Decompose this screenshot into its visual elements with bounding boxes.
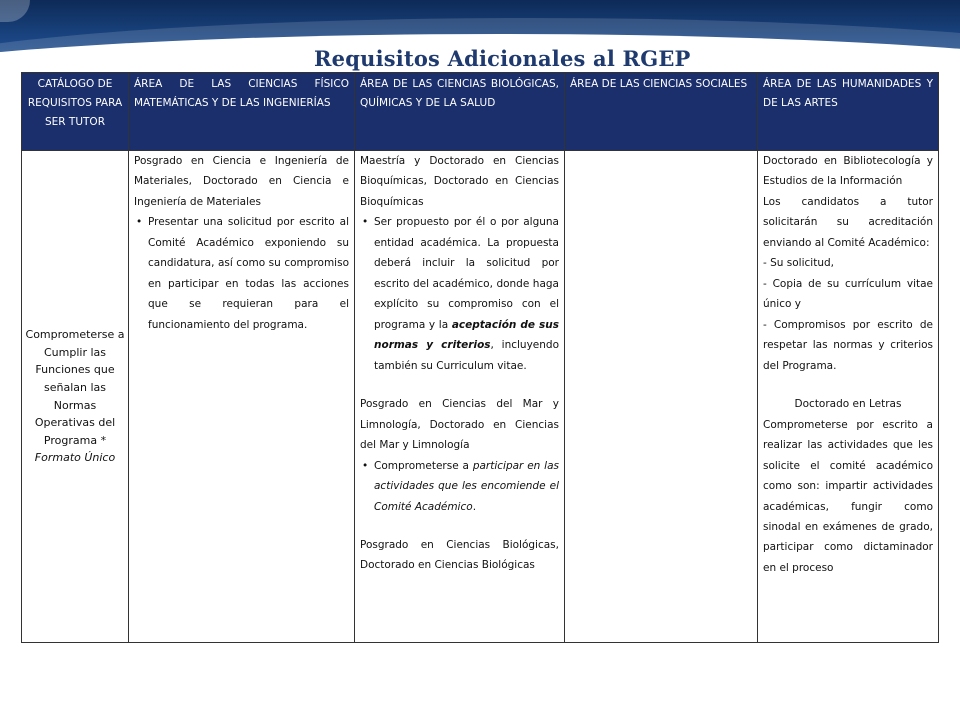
col1-bullet: • Presentar una solicitud por escrito al Comité Académico exponiendo su candidatura, así como su compromiso en participar en todas las acciones que se requieran para el funcionamiento del programa. <box>134 212 349 335</box>
spacer <box>360 376 559 394</box>
col2-bullet-1-b: aceptación de sus normas y criterios <box>374 318 559 352</box>
requirements-table <box>21 72 939 643</box>
col2-bullet-1-a: Ser propuesto por él o por alguna entidad académica. La propuesta deberá incluir la solicitud por escrito del académico, donde haga explícito su compromiso con el programa y la <box>374 216 559 331</box>
col4-p6: Doctorado en Letras <box>794 398 902 411</box>
col2-bullet-2 <box>360 456 559 517</box>
col2-bullet-2-a: Comprometerse a <box>374 459 473 472</box>
col2-bullet-2-b: participar en las actividades que les encomiende el Comité Académico <box>374 459 560 513</box>
table-row <box>22 151 939 643</box>
col1-heading: Posgrado en Ciencia e Ingeniería de Materiales, Doctorado en Ciencia e Ingeniería de Materiales <box>134 155 349 208</box>
col4-p3: - Su solicitud, <box>763 257 834 270</box>
cell-biologicas <box>355 151 565 643</box>
col4-p1: Doctorado en Bibliotecología y Estudios de la Información <box>763 155 933 188</box>
spacer <box>763 376 933 394</box>
catalog-cell <box>22 151 129 643</box>
col2-list-2 <box>360 456 559 517</box>
col2-list-1 <box>360 212 559 376</box>
col2-bullet-1 <box>360 212 559 376</box>
catalog-italic: Formato Único <box>34 451 116 465</box>
col2-bullet-1-c: , incluyendo también su Curriculum vitae. <box>374 339 559 372</box>
col2-heading-1: Maestría y Doctorado en Ciencias Bioquímicas, Doctorado en Ciencias Bioquímicas <box>360 155 559 208</box>
header-catalog: CATÁLOGO DE REQUISITOS PARA SER TUTOR <box>22 73 129 151</box>
col2-bullet-2-c: . <box>472 500 477 513</box>
cell-humanidades <box>758 151 939 643</box>
col2-heading-2: Posgrado en Ciencias del Mar y Limnología, Doctorado en Ciencias del Mar y Limnología <box>360 398 559 452</box>
col2-heading-3: Posgrado en Ciencias Biológicas, Doctorado en Ciencias Biológicas <box>360 538 559 572</box>
banner-corner <box>0 0 30 22</box>
cell-fisico-matematicas <box>129 151 355 643</box>
col4-p2: Los candidatos a tutor solicitarán su acreditación enviando al Comité Académico: <box>763 195 933 249</box>
header-biologicas: ÁREA DE LAS CIENCIAS BIOLÓGICAS, QUÍMICAS Y DE LA SALUD <box>355 73 565 151</box>
col4-p5: - Compromisos por escrito de respetar las normas y criterios del Programa. <box>763 318 933 372</box>
col4-p4: - Copia de su currículum vitae único y <box>763 277 933 311</box>
cell-sociales <box>565 151 758 643</box>
header-sociales: ÁREA DE LAS CIENCIAS SOCIALES <box>565 73 758 151</box>
col4-p7: Comprometerse por escrito a realizar las actividades que les solicite el comité académico como son: impartir actividades académicas, fungir como sinodal en exámenes de grado, participar como dictaminador en el proceso <box>763 418 933 574</box>
header-fisico-matematicas: ÁREA DE LAS CIENCIAS FÍSICO MATEMÁTICAS Y DE LAS INGENIERÍAS <box>129 73 355 151</box>
table-header-row <box>22 73 939 151</box>
col1-list <box>134 212 349 335</box>
catalog-text: Comprometerse a Cumplir las Funciones que señalan las Normas Operativas del Programa * <box>25 328 125 447</box>
header-humanidades: ÁREA DE LAS HUMANIDADES Y DE LAS ARTES <box>758 73 939 151</box>
spacer <box>360 517 559 535</box>
slide-title: Requisitos Adicionales al RGEP <box>314 46 691 71</box>
